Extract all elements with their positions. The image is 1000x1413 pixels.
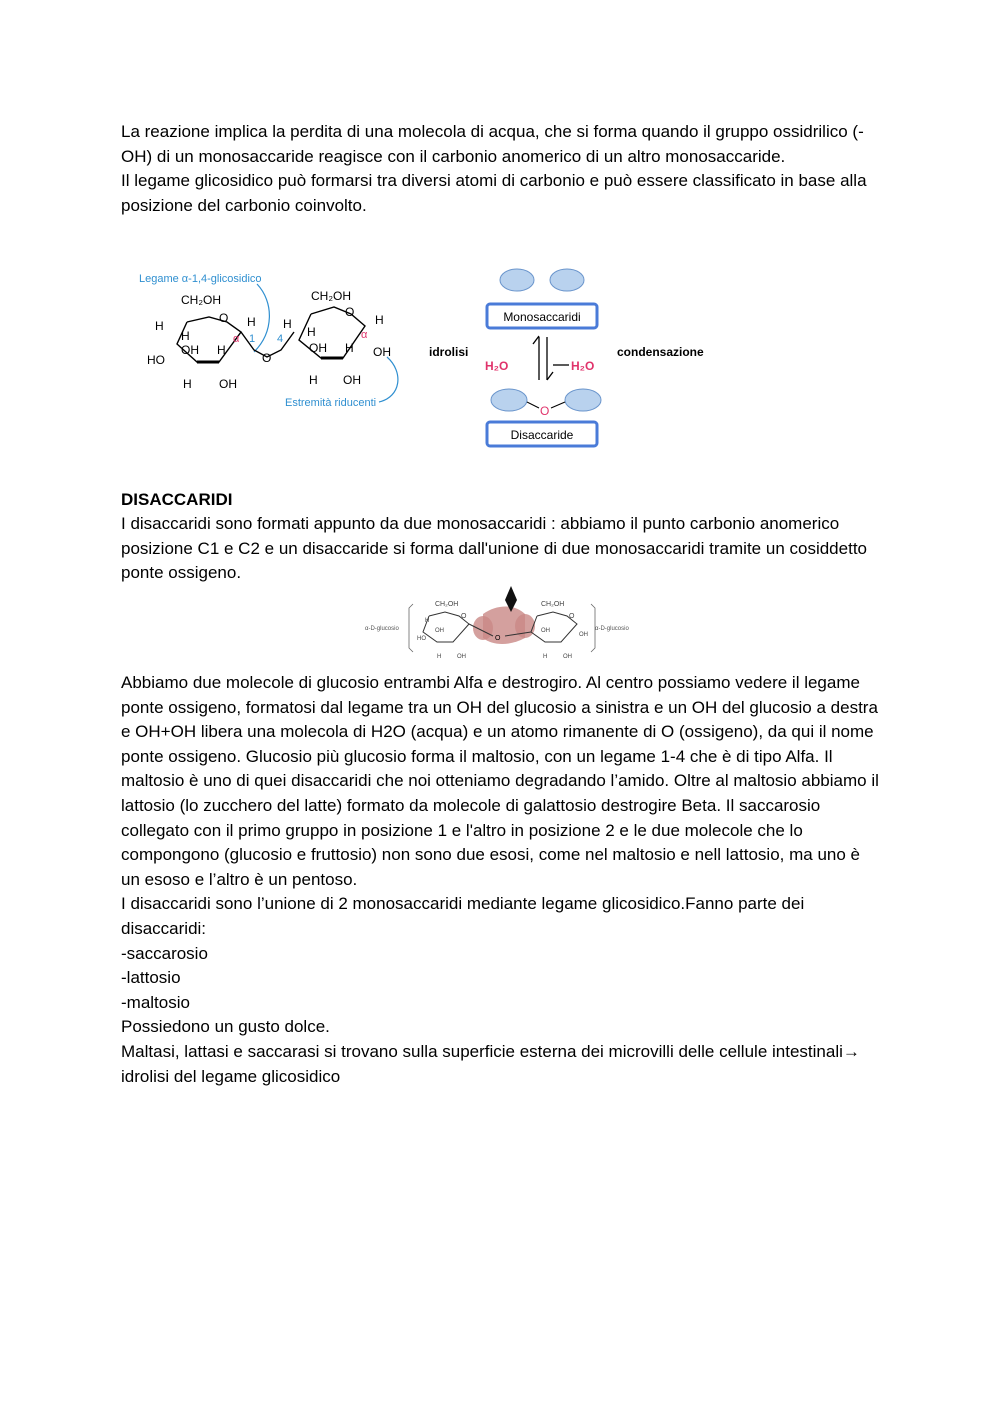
disaccharide-intro [121,512,881,586]
reducing-end-label: Estremità riducenti [285,397,377,409]
maltose-figure [365,586,637,664]
left-num-1: 1 [249,333,256,345]
glycosidic-bond-figure [139,262,739,452]
right-h-3: H [345,341,354,355]
right-h-4: H [375,313,384,327]
left-ch2oh-small: CH₂OH [435,601,459,608]
monosaccharide-bubble-2 [550,269,584,291]
list-item: -saccarosio [121,943,208,963]
disaccharide-label: Disaccaride [510,428,574,442]
right-h-small: H [543,654,548,660]
bond-label: Legame α-1,4-glicosidico [139,273,262,285]
right-ch2oh: CH₂OH [311,289,351,303]
right-h-2: H [307,325,316,339]
left-h-4: H [183,377,192,391]
list-item: -lattosio [121,968,181,988]
left-ring-o: O [219,311,229,325]
list-item: -maltosio [121,992,190,1012]
left-alpha: α [233,333,240,345]
body-paragraph-2: I disaccaridi sono l’unione di 2 monosaccaridi mediante legame glicosidico.Fanno parte dei disaccaridi: [121,894,805,938]
intro-paragraph [121,120,881,218]
left-oh-1: OH [181,343,199,357]
right-glucose-label: α-D-glucosio [595,626,629,632]
left-h-1: H [155,319,164,333]
left-ho: HO [147,353,165,367]
left-oh-2: OH [219,377,237,391]
left-bracket-open [409,604,413,652]
left-oh-small: OH [435,628,444,634]
arrow-down-head [547,372,553,380]
right-ch2oh-small: CH₂OH [541,601,565,608]
body-paragraph-3: Possiedono un gusto dolce. [121,1017,330,1037]
left-o-small: O [461,613,467,620]
right-oh-small-2: OH [579,632,588,638]
water-right: H₂O [571,359,595,373]
right-o-small: O [569,613,575,620]
arrow-up-head [533,336,539,344]
water-left: H₂O [485,359,509,373]
monosaccharides-label: Monosaccaridi [503,310,581,324]
disaccharide-bond-right [551,402,565,408]
right-num-4: 4 [277,333,284,345]
bond-label-pointer [254,284,269,352]
disaccharide-bubble-2 [565,389,601,411]
bridge-o-small: O [495,635,501,642]
section-heading: DISACCARIDI [121,490,233,509]
right-h-5: H [309,373,318,387]
intro-text-1: La reazione implica la perdita di una molecola di acqua, che si forma quando il gruppo ossidrilico (-OH) di un monosaccaride reagisce con il carbonio anomerico di un altro monosaccaride. [121,122,864,166]
disaccharide-bubble-1 [491,389,527,411]
left-h-small-2: H [437,654,442,660]
disaccharide-o: O [540,404,550,418]
body-paragraph-4: Maltasi, lattasi e saccarasi si trovano sulla superficie esterna dei microvilli delle cellule intestinali→ idrolisi del legame glicosidico [121,1041,860,1086]
condensation-label: condensazione [617,345,704,359]
left-h-3: H [217,343,226,357]
body-paragraph-1: Abbiamo due molecole di glucosio entrambi Alfa e destrogiro. Al centro possiamo vedere il legame ponte ossigeno, formatosi dal legame tra un OH del glucosio a sinistra e un OH del glucosio a destra e OH+OH libera una molecola di H2O (acqua) e un atomo rimanente di O (ossigeno), da qui il nome ponte ossigeno. Glucosio più glucosio forma il maltosio, con un legame 1-4 che è di tipo Alfa. Il maltosio è uno di quei disaccaridi che noi otteniamo degradando l’amido. Oltre al maltosio abbiamo il lattosio (lo zucchero del latte) formato da molecole di galattosio destrogire Beta. Il saccarosio collegato con il primo gruppo in posizione 1 e l'altro in posizione 2 e le due molecole che lo compongono (glucosio e fruttosio) non sono due esosi, come nel maltosio e nell lattosio, ma uno è un esoso e l’altro è un pentoso. [121,673,879,889]
right-oh-2: OH [373,345,391,359]
right-h-1: H [283,317,292,331]
right-oh-1: OH [309,341,327,355]
right-alpha: α [361,329,368,341]
disaccharide-intro-text: I disaccaridi sono formati appunto da due monosaccaridi : abbiamo il punto carbonio anomerico posizione C1 e C2 e un disaccaride si forma dall'unione di due monosaccaridi tramite un cosiddetto ponte ossigeno. [121,514,867,583]
reducing-end-pointer [379,357,398,402]
intro-text-2: Il legame glicosidico può formarsi tra diversi atomi di carbonio e può essere classificato in base alla posizione del carbonio coinvolto. [121,171,867,215]
monosaccharide-bubble-1 [500,269,534,291]
hydrolysis-label: idrolisi [429,345,469,359]
left-h-5: H [247,315,256,329]
disaccharide-bond-left [527,402,539,408]
left-ho-small: HO [417,636,426,642]
body-text [121,671,881,1089]
right-ring-o: O [345,305,355,319]
left-ch2oh: CH₂OH [181,293,221,307]
right-oh-small: OH [541,628,550,634]
left-oh-small-2: OH [457,654,466,660]
left-glucose-label: α-D-glucosio [365,626,399,632]
right-oh-3: OH [343,373,361,387]
right-oh-small-3: OH [563,654,572,660]
bridge-o: O [262,351,272,365]
left-h-small-1: H [425,618,430,624]
left-h-2: H [181,329,190,343]
